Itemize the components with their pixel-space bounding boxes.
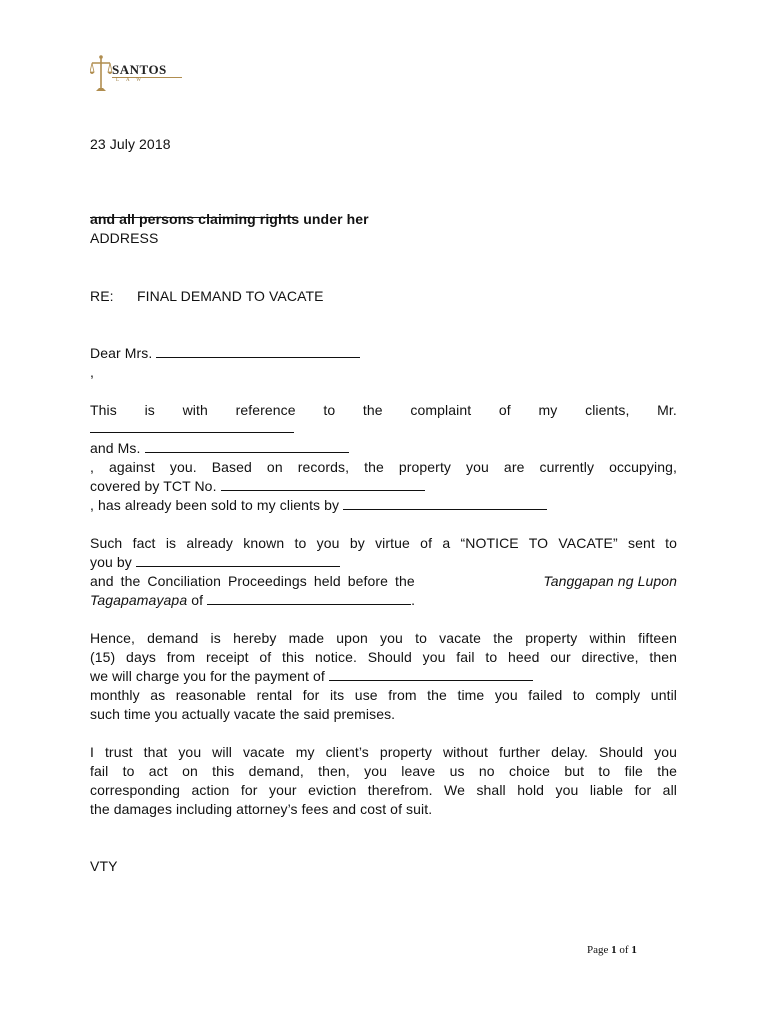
period: . xyxy=(411,592,416,608)
scales-of-justice-icon xyxy=(90,54,112,94)
page-footer xyxy=(587,944,637,956)
of-text: of xyxy=(191,592,204,608)
word: to xyxy=(323,402,336,418)
and-ms-text: and Ms. xyxy=(90,440,141,456)
paragraph-1-line-3 xyxy=(90,458,677,477)
p4-line2-text: fail to act on this demand, then, you leave us no choice but to file the xyxy=(90,763,677,779)
of-word: of xyxy=(619,944,629,956)
logo-name: SANTOS xyxy=(112,62,167,77)
re-label: RE: xyxy=(90,288,114,304)
conciliation-text: and the Conciliation Proceedings held before the xyxy=(90,573,415,589)
p4-line1-text: I trust that you will vacate my client’s property without further delay. Should you xyxy=(90,744,677,760)
addressee-line: and all persons claiming rights under her xyxy=(90,211,369,227)
word: complaint xyxy=(410,402,472,418)
paragraph-3-line-1 xyxy=(90,629,677,648)
client-mr-blank xyxy=(90,420,294,438)
addressee-address: ADDRESS xyxy=(90,230,159,246)
page-total: 1 xyxy=(631,944,637,956)
lupon-text: Tanggapan ng Lupon xyxy=(543,573,677,589)
salutation-text: Dear Mrs. xyxy=(90,345,153,361)
word: of xyxy=(498,402,511,418)
page-word: Page xyxy=(587,944,609,956)
salutation xyxy=(90,344,360,363)
p3-line1-text: Hence, demand is hereby made upon you to vacate the property within fifteen xyxy=(90,630,677,646)
salutation-comma: , xyxy=(90,364,94,380)
payment-text: we will charge you for the payment of xyxy=(90,668,325,684)
paragraph-1-line-5 xyxy=(90,496,547,515)
paragraph-2-line-3 xyxy=(90,572,677,591)
paragraph-4-line-4: the damages including attorney’s fees and cost of suit. xyxy=(90,801,433,817)
paragraph-1-line-1 xyxy=(90,401,677,420)
p1-line3-text: , against you. Based on records, the property you are currently occupying, xyxy=(90,459,677,475)
paragraph-2-line-1 xyxy=(90,534,677,553)
paragraph-3-line-5: such time you actually vacate the said premises. xyxy=(90,706,396,722)
re-subject: FINAL DEMAND TO VACATE xyxy=(137,288,324,304)
paragraph-2-line-4 xyxy=(90,591,415,610)
paragraph-4-line-3 xyxy=(90,781,677,800)
firm-logo xyxy=(90,52,186,96)
word: the xyxy=(362,402,383,418)
sold-by-text: , has already been sold to my clients by xyxy=(90,497,340,513)
page-number: 1 xyxy=(611,944,617,956)
paragraph-2-line-2 xyxy=(90,553,340,572)
word: This xyxy=(90,402,117,418)
tct-text: covered by TCT No. xyxy=(90,478,217,494)
word: reference xyxy=(235,402,296,418)
paragraph-3-line-4 xyxy=(90,686,677,705)
paragraph-4-line-2 xyxy=(90,762,677,781)
p3-line4-text: monthly as reasonable rental for its use from the time you failed to comply until xyxy=(90,687,677,703)
closing: VTY xyxy=(90,858,118,874)
word: my xyxy=(538,402,558,418)
paragraph-1-line-2 xyxy=(90,439,349,458)
logo-subtitle: LAW xyxy=(116,78,148,83)
p4-line3-text: corresponding action for your eviction therefrom. We shall hold you liable for all xyxy=(90,782,677,798)
word: Mr. xyxy=(657,402,677,418)
letter-date: 23 July 2018 xyxy=(90,136,171,152)
you-by-text: you by xyxy=(90,554,132,570)
paragraph-4-line-1 xyxy=(90,743,677,762)
word: is xyxy=(144,402,155,418)
paragraph-1-line-4 xyxy=(90,477,425,496)
word: with xyxy=(182,402,208,418)
paragraph-3-line-2 xyxy=(90,648,677,667)
p2-line1-text: Such fact is already known to you by virtue of a “NOTICE TO VACATE” sent to xyxy=(90,535,677,551)
word: clients, xyxy=(585,402,630,418)
paragraph-3-line-3 xyxy=(90,667,533,686)
tagapamayapa-text: Tagapamayapa xyxy=(90,592,188,608)
p3-line2-text: (15) days from receipt of this notice. Should you fail to heed our directive, then xyxy=(90,649,677,665)
